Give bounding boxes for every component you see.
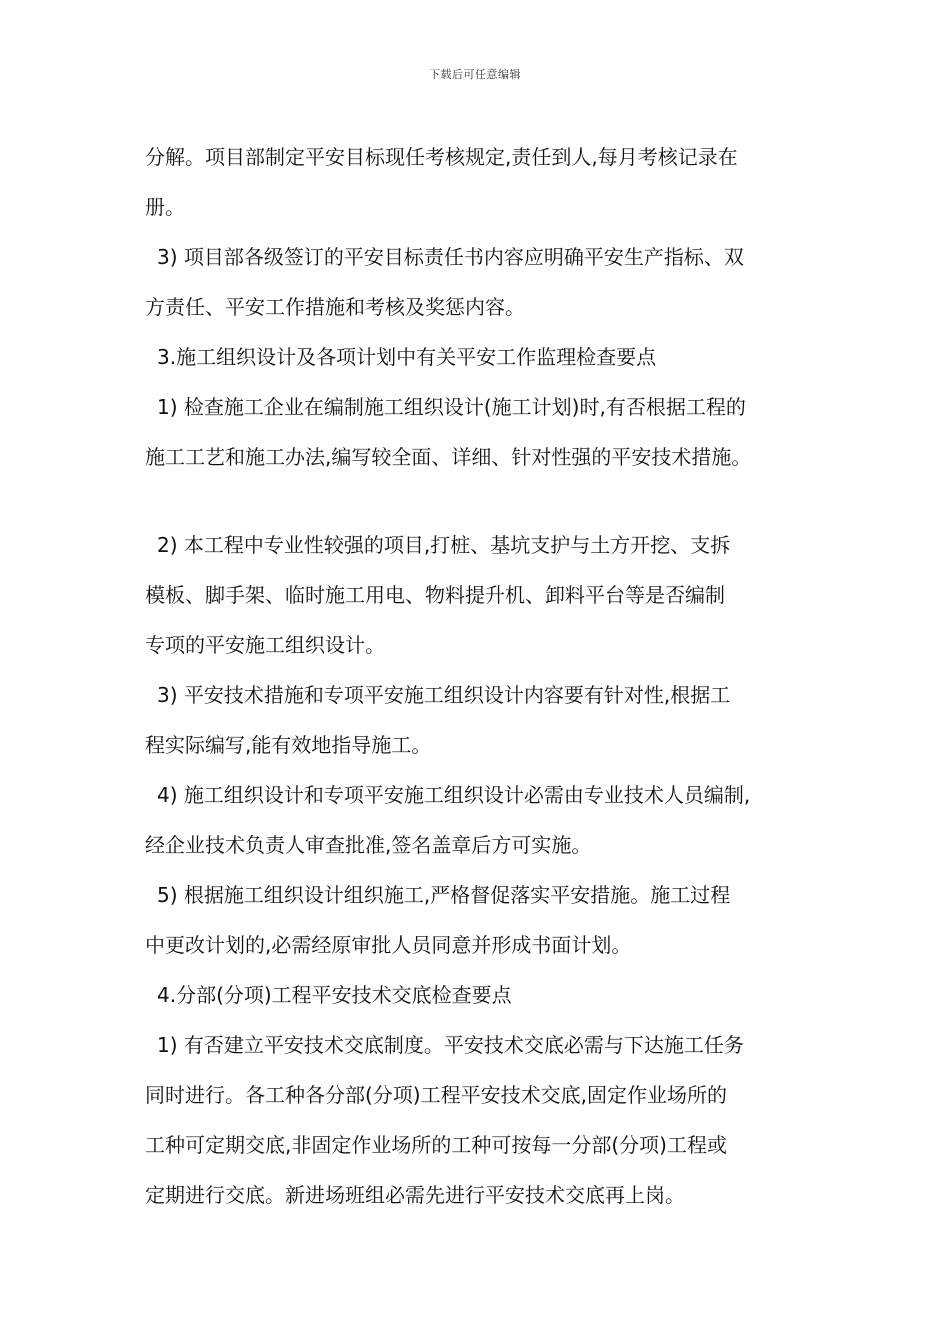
text-line: 中更改计划的,必需经原审批人员同意并形成书面计划。 [145, 933, 632, 957]
text-line: 专项的平安施工组织设计。 [145, 633, 385, 657]
text-line: 2) 本工程中专业性较强的项目,打桩、基坑支护与土方开挖、支拆 [157, 533, 731, 557]
text-line: 4) 施工组织设计和专项平安施工组织设计必需由专业技术人员编制, [157, 783, 751, 807]
text-line: 分解。项目部制定平安目标现任考核规定,责任到人,每月考核记录在 [145, 145, 738, 169]
text-line: 程实际编写,能有效地指导施工。 [145, 733, 432, 757]
text-line: 3) 项目部各级签订的平安目标责任书内容应明确平安生产指标、双 [157, 245, 744, 269]
text-line: 1) 检查施工企业在编制施工组织设计(施工计划)时,有否根据工程的 [157, 395, 746, 419]
text-line: 模板、脚手架、临时施工用电、物料提升机、卸料平台等是否编制 [145, 583, 725, 607]
text-line: 工种可定期交底,非固定作业场所的工种可按每一分部(分项)工程或 [145, 1133, 727, 1157]
text-line: 经企业技术负责人审查批准,签名盖章后方可实施。 [145, 833, 592, 857]
text-line: 同时进行。各工种各分部(分项)工程平安技术交底,固定作业场所的 [145, 1083, 727, 1107]
text-line: 方责任、平安工作措施和考核及奖惩内容。 [145, 295, 525, 319]
text-line: 施工工艺和施工办法,编写较全面、详细、针对性强的平安技术措施。 [145, 445, 752, 469]
section-heading: 4.分部(分项)工程平安技术交底检查要点 [157, 983, 512, 1007]
section-heading: 3.施工组织设计及各项计划中有关平安工作监理检查要点 [157, 345, 657, 369]
page-header: 下载后可任意编辑 [429, 68, 521, 81]
text-line: 1) 有否建立平安技术交底制度。平安技术交底必需与下达施工任务 [157, 1033, 744, 1057]
text-line: 5) 根据施工组织设计组织施工,严格督促落实平安措施。施工过程 [157, 883, 731, 907]
text-line: 定期进行交底。新进场班组必需先进行平安技术交底再上岗。 [145, 1183, 685, 1207]
paragraph-gap [145, 482, 825, 520]
text-line: 册。 [145, 195, 185, 219]
text-line: 3) 平安技术措施和专项平安施工组织设计内容要有针对性,根据工 [157, 683, 731, 707]
document-body [145, 132, 825, 1220]
